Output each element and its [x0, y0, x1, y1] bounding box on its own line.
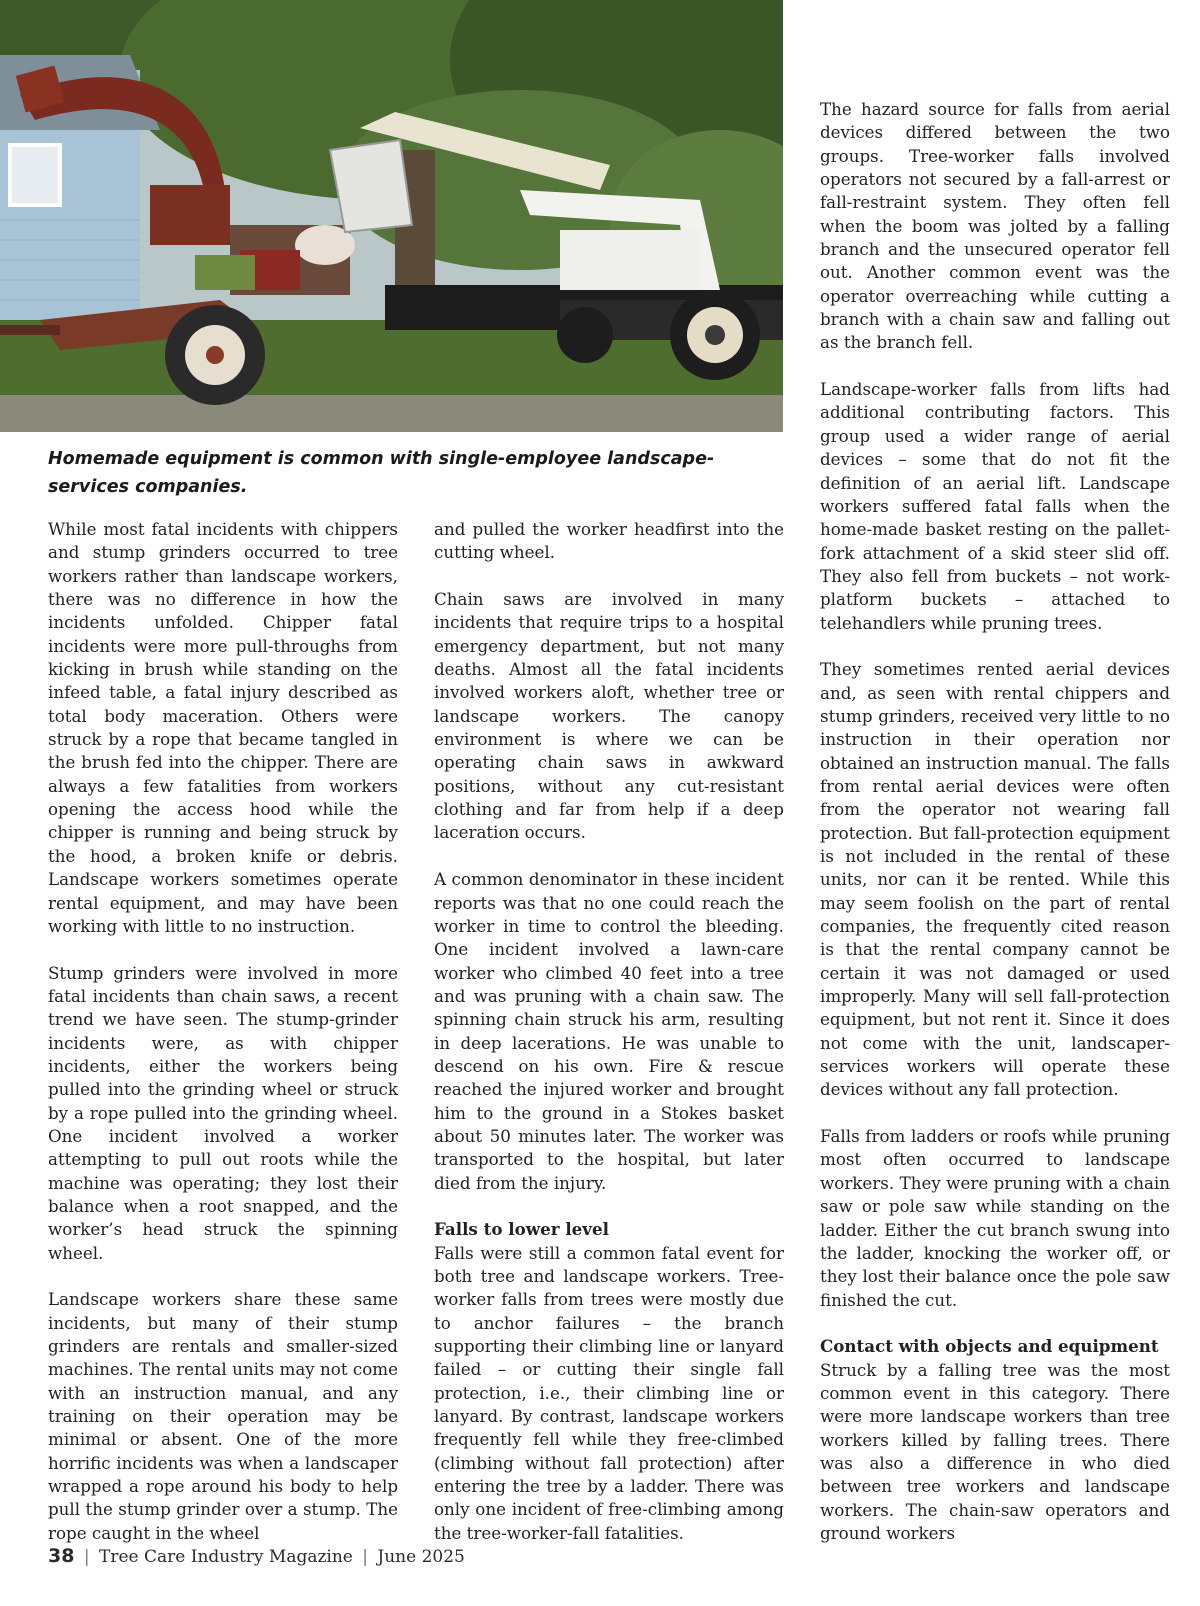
section-heading-falls: Falls to lower level [434, 1219, 609, 1240]
paragraph: Struck by a falling tree was the most common event in this category. There were more landscape workers than tree workers killed by falling trees. There was also a difference in who died between tree workers and landscape workers. The chain-saw operators and ground workers [820, 1359, 1170, 1543]
column-middle [434, 518, 784, 1545]
photo-caption: Homemade equipment is common with single-employee landscape-services companies. [48, 449, 715, 497]
paragraph: The hazard source for falls from aerial devices differed between the two groups. Tree-worker falls involved operators not secured by a fall-arrest or fall-restraint system. They often fell when the boom was jolted by a falling branch and the unsecured operator fell out. Another common event was the operator overreaching while cutting a branch with a chain saw and falling out as the branch fell. [820, 99, 1170, 353]
paragraph: Chain saws are involved in many incidents that require trips to a hospital emergency department, but not many deaths. Almost all the fatal incidents involved workers aloft, whether tree or landscape workers. The canopy environment is where we can be operating chain saws in awkward positions, without any cut-resistant clothing and far from help if a deep laceration occurs. [434, 589, 784, 843]
paragraph: and pulled the worker headfirst into the cutting wheel. [434, 519, 784, 563]
column-right [820, 98, 1170, 1545]
paragraph: While most fatal incidents with chippers and stump grinders occurred to tree workers rather than landscape workers, there was no difference in how the incidents unfolded. Chipper fatal incidents were more pull-throughs from kicking in brush while standing on the infeed table, a fatal injury described as total body maceration. Others were struck by a rope that became tangled in the brush fed into the chipper. There are always a few fatalities from workers opening the access hood while the chipper is running and being struck by the hood, a broken knife or debris. Landscape workers sometimes operate rental equipment, and may have been working with little to no instruction. [48, 519, 398, 936]
paragraph: Falls were still a common fatal event for both tree and landscape workers. Tree-worker falls from trees were mostly due to anchor failures – the branch supporting their climbing line or lanyard failed – or cutting their single fall protection, i.e., their climbing line or lanyard. By contrast, landscape workers frequently fell while they free-climbed (climbing without fall protection) after entering the tree by a ladder. There was only one incident of free-climbing among the tree-worker-fall fatalities. [434, 1242, 784, 1543]
footer-separator: | [362, 1547, 369, 1567]
publication-name: Tree Care Industry Magazine [99, 1547, 353, 1567]
paragraph: Falls from ladders or roofs while pruning most often occurred to landscape workers. They were pruning with a chain saw or pole saw while standing on the ladder. Either the cut branch swung into the ladder, knocking the worker off, or they lost their balance once the pole saw finished the cut. [820, 1126, 1170, 1310]
paragraph: Landscape-worker falls from lifts had additional contributing factors. This group used a wider range of aerial devices – some that do not fit the definition of an aerial lift. Landscape workers suffered fatal falls when the home-made basket resting on the pallet-fork attachment of a skid steer slid off. They also fell from buckets – not work-platform buckets – attached to telehandlers while pruning trees. [820, 379, 1170, 633]
paragraph: Landscape workers share these same incidents, but many of their stump grinders are rentals and smaller-sized machines. The rental units may not come with an instruction manual, and any training on their operation may be minimal or absent. One of the more horrific incidents was when a landscaper wrapped a rope around his body to help pull the stump grinder over a stump. The rope caught in the wheel [48, 1289, 398, 1543]
issue-date: June 2025 [377, 1547, 465, 1567]
page-footer [48, 1545, 465, 1567]
section-heading-contact: Contact with objects and equipment [820, 1336, 1159, 1357]
paragraph: A common denominator in these incident reports was that no one could reach the worker in time to control the bleeding. One incident involved a lawn-care worker who climbed 40 feet into a tree and was pruning with a chain saw. The spinning chain struck his arm, resulting in deep lacerations. He was unable to descend on his own. Fire & rescue reached the injured worker and brought him to the ground in a Stokes basket about 50 minutes later. The worker was transported to the hospital, but later died from the injury. [434, 869, 784, 1193]
column-left [48, 518, 398, 1545]
page-number: 38 [48, 1545, 75, 1567]
equipment-photo [0, 0, 783, 432]
paragraph: They sometimes rented aerial devices and, as seen with rental chippers and stump grinders, received very little to no instruction in their operation nor obtained an instruction manual. The falls from rental aerial devices were often from the operator not wearing fall protection. But fall-protection equipment is not included in the rental of these units, nor can it be rented. While this may seem foolish on the part of rental companies, the frequently cited reason is that the rental company cannot be certain it was not damaged or used improperly. Many will sell fall-protection equipment, but not rent it. Since it does not come with the unit, landscaper-services workers will operate these devices without any fall protection. [820, 659, 1170, 1100]
footer-separator: | [83, 1547, 90, 1567]
paragraph: Stump grinders were involved in more fatal incidents than chain saws, a recent trend we have seen. The stump-grinder incidents were, as with chipper incidents, either the workers being pulled into the grinding wheel or struck by a rope pulled into the grinding wheel. One incident involved a worker attempting to pull out roots while the machine was operating; they lost their balance when a root snapped, and the worker’s head struck the spinning wheel. [48, 962, 398, 1263]
